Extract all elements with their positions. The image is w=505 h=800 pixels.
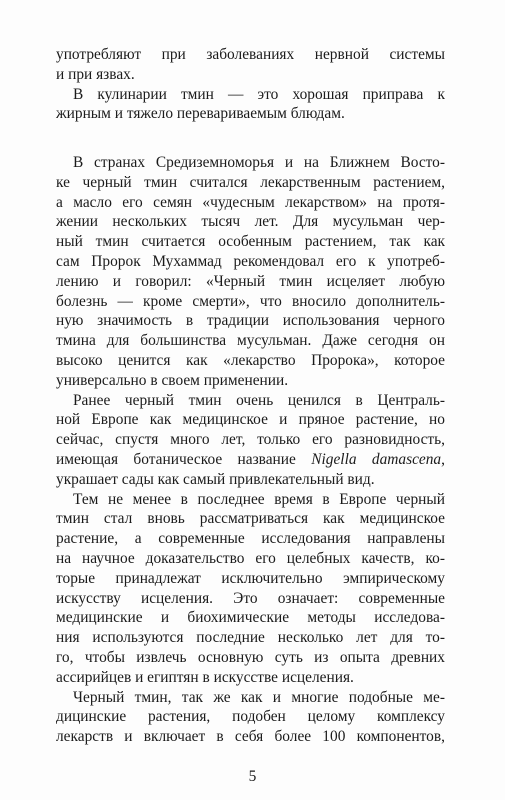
text-line: торые принадлежат исключительно эмпирическому — [56, 569, 445, 587]
text-line: Тем не менее в последнее время в Европе черный — [73, 490, 445, 508]
text-line: жирным и тяжело перевариваемым блюдам. — [56, 105, 345, 123]
paragraph — [56, 391, 445, 490]
text-line: дицинские растения, подобен целому комплексу — [56, 708, 445, 726]
text-line: сам Пророк Мухаммад рекомендовал его к употреб- — [56, 252, 445, 270]
text-line: Черный тмин, так же как и многие подобные ме- — [73, 688, 445, 706]
text-line: тмин стал вновь рассматриваться как медицинское — [56, 510, 445, 528]
text-block-main — [56, 153, 445, 747]
text-line: а масло его семян «чудесным лекарством» на протя- — [56, 193, 445, 211]
paragraph — [56, 45, 445, 85]
text-line: лекарств и включает в себя более 100 компонентов, — [56, 728, 445, 746]
text-line: В кулинарии тмин — это хорошая приправа к — [73, 85, 445, 103]
paragraph — [56, 153, 445, 391]
text-line: медицинские и биохимические методы исследова- — [56, 609, 445, 627]
text-line: ассирийцев и египтян в искусстве исцеления. — [56, 668, 354, 686]
paragraph — [56, 490, 445, 688]
text-line: Ранее черный тмин очень ценился в Централь- — [73, 391, 445, 409]
text-line: лению и говорил: «Черный тмин исцеляет любую — [56, 272, 445, 290]
text-line: ния используются последние несколько лет для то- — [56, 629, 445, 647]
paragraph — [56, 688, 445, 747]
text-line: болезнь — кроме смерти», что вносило дополнитель- — [56, 292, 445, 310]
text-line: универсально в своем применении. — [56, 371, 289, 389]
text-line: растение, а современные исследования направлены — [56, 530, 445, 548]
text-line: ную значимость в традиции использования черного — [56, 312, 445, 330]
text-line: на научное доказательство его целебных качеств, ко- — [56, 549, 445, 567]
text-line: В странах Средиземноморья и на Ближнем Восто- — [73, 154, 445, 171]
text-segment: имеющая ботаническое название — [56, 450, 312, 468]
paragraph — [56, 85, 445, 125]
text-block-top — [56, 45, 445, 124]
text-line: сейчас, спустя много лет, только его разновидность, — [56, 431, 445, 449]
text-line: ный тмин считается особенным растением, так как — [56, 233, 445, 251]
text-line: ке черный тмин считался лекарственным растением, — [56, 173, 445, 191]
text-line: украшает сады как самый привлекательный вид. — [56, 470, 375, 488]
text-line: высоко ценится как «лекарство Пророка», которое — [56, 351, 445, 369]
text-line-with-term — [56, 450, 445, 470]
page-number: 5 — [248, 768, 257, 785]
text-line: употребляют при заболеваниях нервной системы — [56, 46, 445, 63]
botanical-term: Nigella damascena — [311, 450, 442, 468]
text-segment: , — [441, 450, 445, 468]
text-line: го, чтобы извлечь основную суть из опыта древних — [56, 648, 445, 666]
text-line: тмина для большинства мусульман. Даже сегодня он — [56, 332, 445, 350]
text-line: искусству исцеления. Это означает: современные — [56, 589, 445, 607]
text-line: и при язвах. — [56, 65, 135, 83]
text-line: жении нескольких тысяч лет. Для мусульман чер- — [56, 213, 445, 231]
text-line: ной Европе как медицинское и пряное растение, но — [56, 411, 445, 429]
